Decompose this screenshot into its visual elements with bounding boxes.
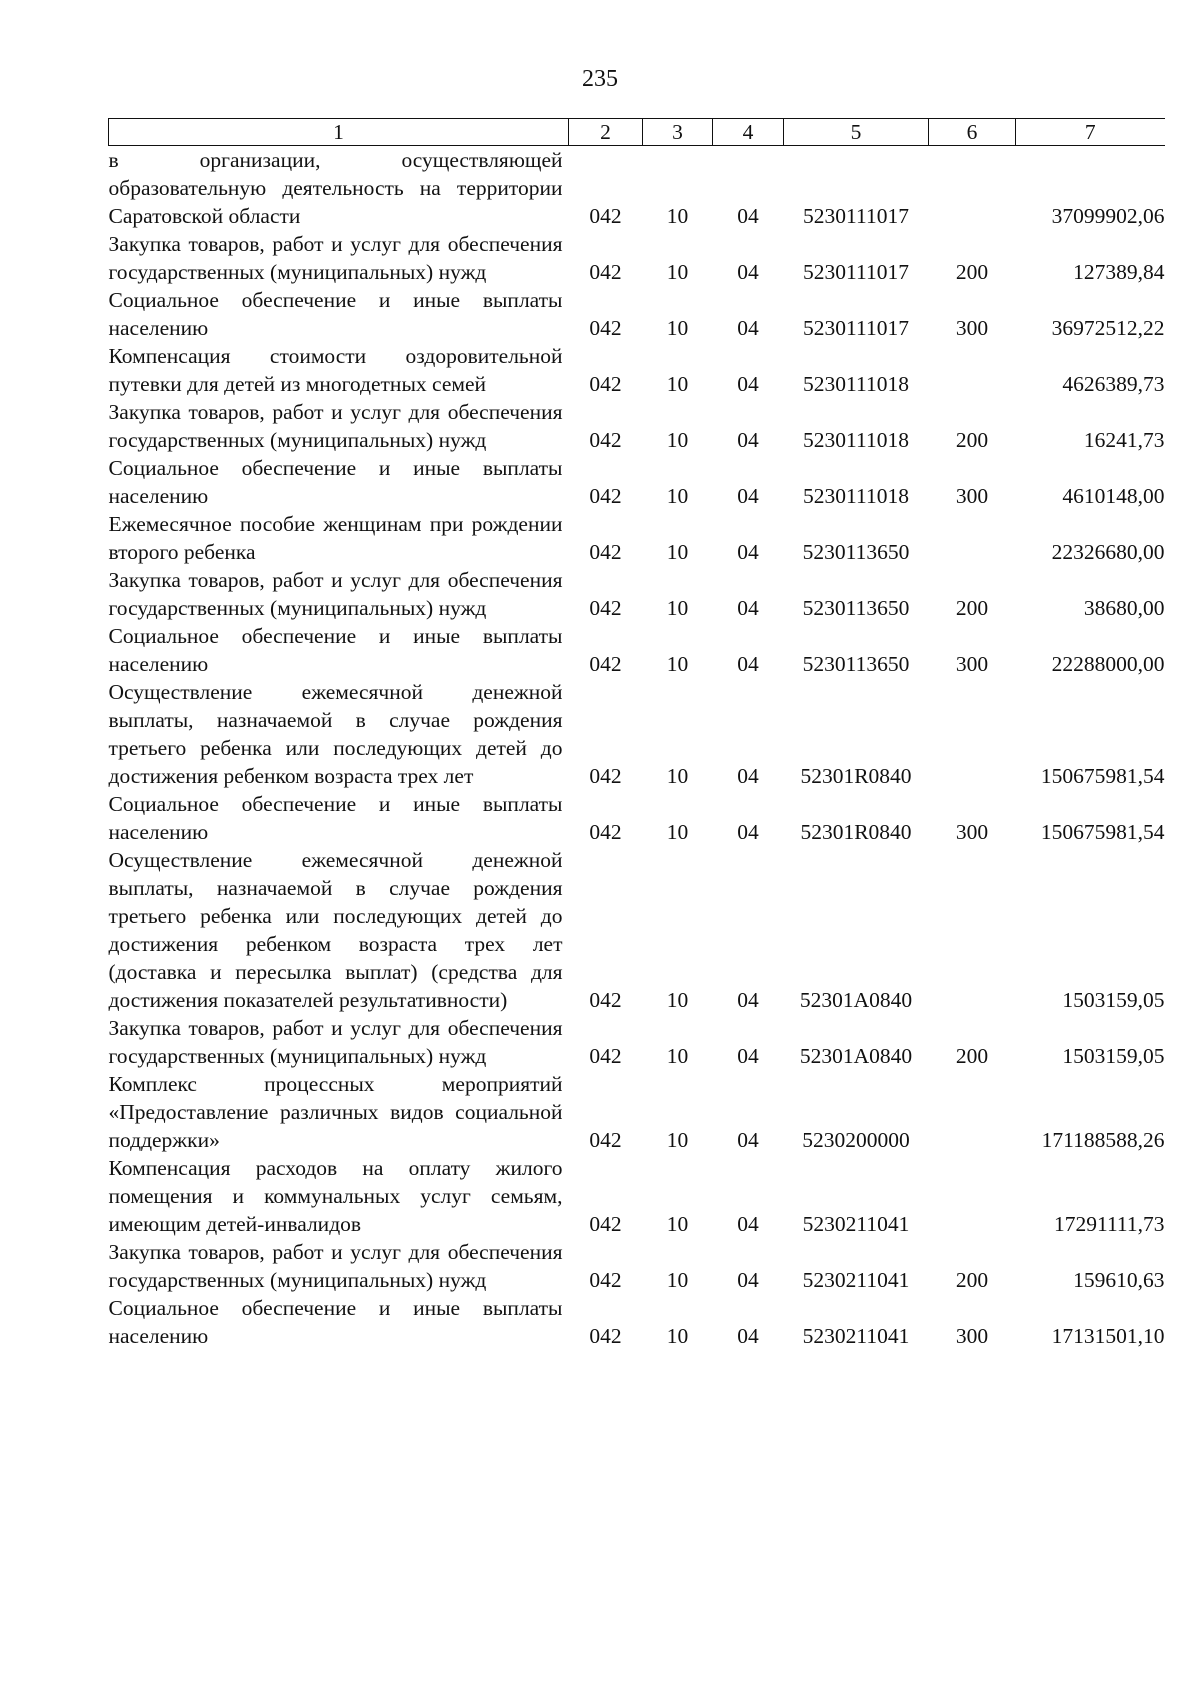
row-target-article: 5230111018 (803, 484, 909, 508)
row-subsection-code: 04 (737, 988, 759, 1012)
row-target-article: 52301A0840 (799, 988, 913, 1012)
table-row (109, 286, 1165, 342)
row-description: Закупка товаров, работ и услуг для обеспечения государственных (муниципальных) нужд (108, 568, 563, 620)
row-target-article: 5230111018 (803, 372, 909, 396)
table-row (109, 1070, 1165, 1154)
column-header-5: 5 (784, 119, 929, 146)
row-target-article: 5230211041 (802, 1324, 910, 1348)
row-description: Социальное обеспечение и иные выплаты населению (108, 288, 563, 340)
row-description: Закупка товаров, работ и услуг для обеспечения государственных (муниципальных) нужд (108, 400, 563, 452)
row-ministry-code: 042 (589, 204, 622, 228)
row-target-article: 5230111017 (803, 316, 909, 340)
row-expense-type (929, 146, 1016, 231)
row-ministry-code: 042 (589, 428, 622, 452)
row-description: Закупка товаров, работ и услуг для обеспечения государственных (муниципальных) нужд (108, 1016, 563, 1068)
row-ministry-code: 042 (589, 260, 622, 284)
row-ministry-code: 042 (589, 1128, 622, 1152)
row-target-article: 5230111017 (803, 204, 909, 228)
row-ministry-code: 042 (589, 764, 622, 788)
row-subsection-code: 04 (737, 596, 759, 620)
row-section-code: 10 (666, 484, 689, 508)
row-ministry-code: 042 (589, 1044, 622, 1068)
table-row (109, 790, 1165, 846)
column-header-2: 2 (569, 119, 643, 146)
row-description: Осуществление ежемесячной денежной выплаты, назначаемой в случае рождения третьего ребенка или последующих детей до достижения ребенком возраста трех лет (108, 680, 563, 788)
row-expense-type: 300 (955, 316, 989, 340)
row-amount: 127389,84 (1073, 260, 1165, 284)
row-section-code: 10 (666, 372, 689, 396)
row-description: Комплекс процессных мероприятий «Предоставление различных видов социальной поддержки» (108, 1072, 563, 1152)
row-ministry-code: 042 (589, 540, 622, 564)
row-target-article: 5230113650 (802, 540, 910, 564)
row-section-code: 10 (666, 988, 689, 1012)
row-subsection-code: 04 (737, 1128, 759, 1152)
row-expense-type: 300 (955, 1324, 989, 1348)
row-ministry-code: 042 (589, 596, 622, 620)
row-amount: 37099902,06 (1051, 204, 1165, 228)
row-subsection-code: 04 (737, 1268, 759, 1292)
table-row (109, 678, 1165, 790)
page-number: 235 (582, 66, 618, 92)
row-ministry-code: 042 (589, 1268, 622, 1292)
table-row (109, 1154, 1165, 1238)
row-target-article: 5230113650 (802, 596, 910, 620)
row-amount: 171188588,26 (1041, 1128, 1165, 1152)
row-amount: 1503159,05 (1062, 1044, 1165, 1068)
row-ministry-code: 042 (589, 988, 622, 1012)
table-row (109, 566, 1165, 622)
row-section-code: 10 (666, 260, 689, 284)
table-row (109, 230, 1165, 286)
table-row (109, 622, 1165, 678)
row-target-article: 5230211041 (802, 1268, 910, 1292)
row-section-code: 10 (666, 1268, 689, 1292)
row-expense-type: 200 (955, 1268, 989, 1292)
budget-table (108, 118, 1165, 1350)
table-row (109, 510, 1165, 566)
row-amount: 22288000,00 (1051, 652, 1165, 676)
row-description: в организации, осуществляющей образовательную деятельность на территории Саратовской области (108, 148, 563, 228)
table-row (109, 1014, 1165, 1070)
row-ministry-code: 042 (589, 484, 622, 508)
row-section-code: 10 (666, 1212, 689, 1236)
row-target-article: 52301A0840 (799, 1044, 913, 1068)
row-subsection-code: 04 (737, 1044, 759, 1068)
row-target-article: 5230200000 (802, 1128, 910, 1152)
row-section-code: 10 (666, 204, 689, 228)
row-expense-type: 300 (955, 484, 989, 508)
table-row (109, 454, 1165, 510)
row-target-article: 5230111018 (803, 428, 909, 452)
row-description: Закупка товаров, работ и услуг для обеспечения государственных (муниципальных) нужд (108, 1240, 563, 1292)
table-body (109, 146, 1165, 1351)
row-section-code: 10 (666, 764, 689, 788)
row-subsection-code: 04 (737, 204, 759, 228)
row-amount: 17131501,10 (1051, 1324, 1165, 1348)
table-row (109, 398, 1165, 454)
row-subsection-code: 04 (737, 260, 759, 284)
row-subsection-code: 04 (737, 540, 759, 564)
column-header-4: 4 (713, 119, 784, 146)
row-section-code: 10 (666, 540, 689, 564)
row-subsection-code: 04 (737, 372, 759, 396)
row-description: Социальное обеспечение и иные выплаты населению (108, 792, 563, 844)
table-row (109, 846, 1165, 1014)
row-section-code: 10 (666, 428, 689, 452)
row-expense-type (929, 510, 1016, 566)
row-section-code: 10 (666, 820, 689, 844)
row-target-article: 5230111017 (803, 260, 909, 284)
row-description: Социальное обеспечение и иные выплаты населению (108, 624, 563, 676)
row-description: Осуществление ежемесячной денежной выплаты, назначаемой в случае рождения третьего ребенка или последующих детей до достижения ребенком возраста трех лет (доставка и пересылка выплат) (средства для достижения показателей результативности) (108, 848, 563, 1012)
row-subsection-code: 04 (737, 764, 759, 788)
row-description: Компенсация стоимости оздоровительной путевки для детей из многодетных семей (108, 344, 563, 396)
row-section-code: 10 (666, 316, 689, 340)
row-amount: 150675981,54 (1040, 820, 1165, 844)
row-section-code: 10 (666, 1128, 689, 1152)
row-target-article: 5230211041 (802, 1212, 910, 1236)
row-amount: 1503159,05 (1062, 988, 1165, 1012)
table-row (109, 1238, 1165, 1294)
row-amount: 150675981,54 (1040, 764, 1165, 788)
row-amount: 16241,73 (1083, 428, 1165, 452)
row-expense-type: 200 (955, 596, 989, 620)
row-description: Компенсация расходов на оплату жилого помещения и коммунальных услуг семьям, имеющим детей-инвалидов (108, 1156, 563, 1236)
row-subsection-code: 04 (737, 428, 759, 452)
row-subsection-code: 04 (737, 316, 759, 340)
row-section-code: 10 (666, 652, 689, 676)
row-description: Социальное обеспечение и иные выплаты населению (108, 456, 563, 508)
row-section-code: 10 (666, 596, 689, 620)
column-header-1: 1 (109, 119, 569, 146)
row-subsection-code: 04 (737, 1324, 759, 1348)
row-target-article: 5230113650 (802, 652, 910, 676)
row-section-code: 10 (666, 1324, 689, 1348)
row-expense-type: 300 (955, 652, 989, 676)
row-target-article: 52301R0840 (800, 764, 912, 788)
row-section-code: 10 (666, 1044, 689, 1068)
row-expense-type: 300 (955, 820, 989, 844)
row-amount: 17291111,73 (1054, 1212, 1165, 1236)
row-expense-type (929, 1154, 1016, 1238)
row-ministry-code: 042 (589, 1212, 622, 1236)
row-expense-type (929, 1070, 1016, 1154)
row-expense-type: 200 (955, 1044, 989, 1068)
row-subsection-code: 04 (737, 820, 759, 844)
row-expense-type: 200 (955, 428, 989, 452)
column-header-6: 6 (929, 119, 1016, 146)
row-ministry-code: 042 (589, 316, 622, 340)
row-description: Закупка товаров, работ и услуг для обеспечения государственных (муниципальных) нужд (108, 232, 563, 284)
row-amount: 159610,63 (1073, 1268, 1165, 1292)
row-ministry-code: 042 (589, 372, 622, 396)
row-description: Ежемесячное пособие женщинам при рождении второго ребенка (108, 512, 563, 564)
table-row (109, 1294, 1165, 1350)
row-target-article: 52301R0840 (800, 820, 912, 844)
row-expense-type (929, 678, 1016, 790)
row-amount: 22326680,00 (1051, 540, 1165, 564)
row-ministry-code: 042 (589, 652, 622, 676)
row-expense-type (929, 342, 1016, 398)
row-amount: 38680,00 (1083, 596, 1165, 620)
row-amount: 36972512,22 (1051, 316, 1165, 340)
table-row (109, 342, 1165, 398)
row-expense-type: 200 (955, 260, 989, 284)
row-ministry-code: 042 (589, 1324, 622, 1348)
table-header-row (109, 119, 1165, 146)
row-subsection-code: 04 (737, 1212, 759, 1236)
row-subsection-code: 04 (737, 652, 759, 676)
row-ministry-code: 042 (589, 820, 622, 844)
table-row (109, 146, 1165, 231)
row-amount: 4610148,00 (1062, 484, 1165, 508)
row-expense-type (929, 846, 1016, 1014)
column-header-7: 7 (1016, 119, 1165, 146)
row-amount: 4626389,73 (1062, 372, 1165, 396)
row-description: Социальное обеспечение и иные выплаты населению (108, 1296, 563, 1348)
column-header-3: 3 (643, 119, 713, 146)
row-subsection-code: 04 (737, 484, 759, 508)
